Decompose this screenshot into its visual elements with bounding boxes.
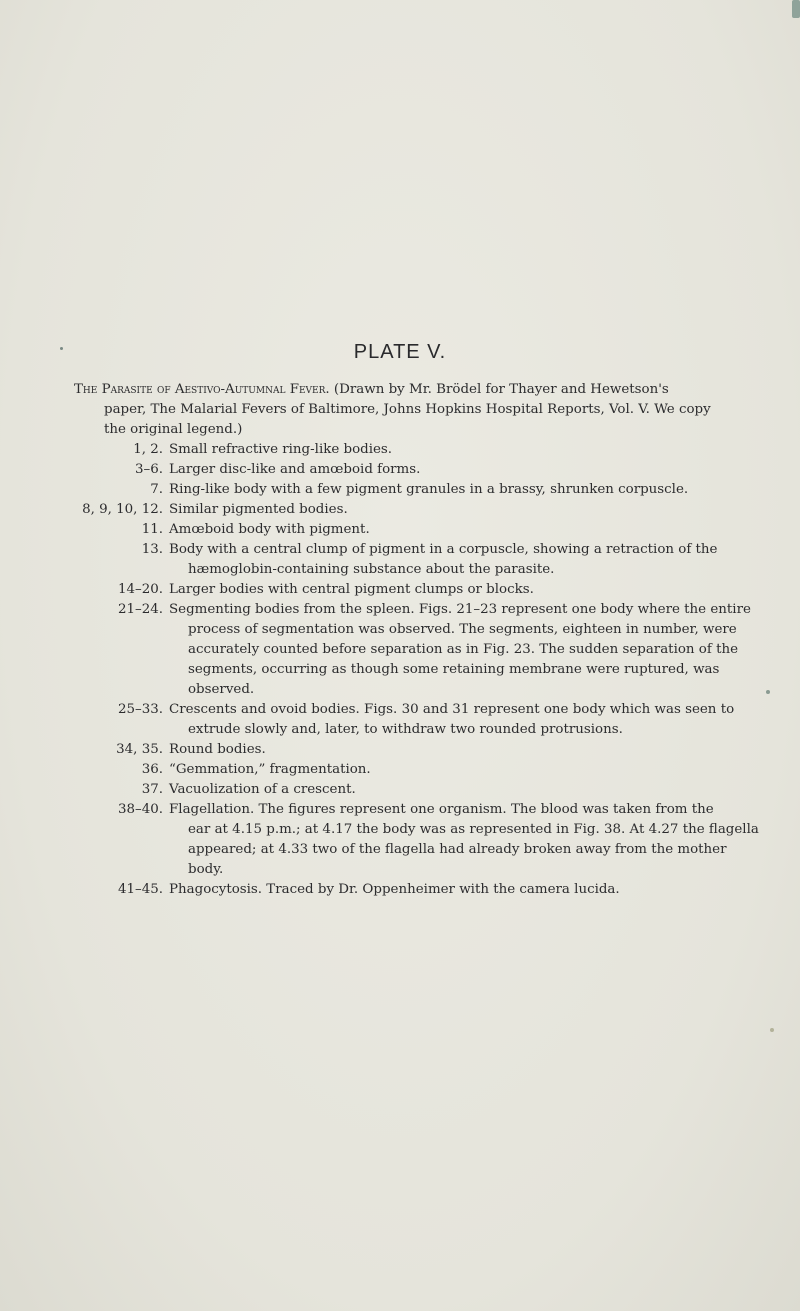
description-line: Round bodies. — [169, 742, 266, 757]
description-line: process of segmentation was observed. The segments, eighteen in number, were — [188, 622, 737, 637]
description-line: Segmenting bodies from the spleen. Figs. 21–23 represent one body where the entire — [169, 602, 751, 617]
description-line: extrude slowly and, later, to withdraw two rounded protrusions. — [188, 722, 623, 737]
description-line: Amœboid body with pigment. — [169, 522, 370, 537]
figure-description — [169, 480, 754, 500]
legend-entry — [74, 440, 754, 460]
figure-description — [169, 540, 754, 580]
intro-line-1 — [74, 380, 714, 400]
print-speck — [792, 0, 800, 18]
description-line: body. — [188, 862, 224, 877]
description-line: observed. — [188, 682, 255, 697]
legend-entry — [74, 500, 754, 520]
description-line: Larger disc-like and amœboid forms. — [169, 462, 421, 477]
description-line: ear at 4.15 p.m.; at 4.17 the body was as represented in Fig. 38. At 4.27 the flagella — [188, 822, 759, 837]
figure-number: 34, 35. — [116, 742, 163, 757]
plate-title: PLATE V. — [353, 341, 447, 363]
legend-entry — [74, 520, 754, 540]
description-line: Larger bodies with central pigment clumps or blocks. — [169, 582, 534, 597]
legend-entry — [74, 800, 759, 880]
figure-description — [169, 460, 754, 480]
figure-description — [169, 780, 754, 800]
figure-description — [169, 700, 754, 740]
description-line: Small refractive ring-like bodies. — [169, 442, 393, 457]
legend-entry — [74, 760, 754, 780]
figure-description — [169, 500, 754, 520]
figure-description — [169, 580, 754, 600]
intro-line-2: paper, The Malarial Fevers of Baltimore, Johns Hopkins Hospital Reports, Vol. V. We copy — [104, 402, 711, 417]
description-line: Vacuolization of a crescent. — [169, 782, 356, 797]
figure-description — [169, 600, 754, 700]
intro-line-1-rest: (Drawn by Mr. Brödel for Thayer and Hewetson's — [329, 382, 669, 397]
print-speck — [766, 690, 770, 694]
description-line: Similar pigmented bodies. — [169, 502, 348, 517]
figure-number: 37. — [141, 782, 163, 797]
figure-number: 25–33. — [117, 702, 163, 717]
figure-description — [169, 520, 754, 540]
legend-entry — [74, 740, 754, 760]
print-speck — [770, 1028, 774, 1032]
figure-description — [169, 800, 759, 880]
legend-entry — [74, 600, 754, 700]
legend-entry — [74, 580, 754, 600]
intro-heading: The Parasite of Aestivo-Autumnal Fever. — [74, 382, 330, 397]
description-line: segments, occurring as though some retaining membrane were ruptured, was — [188, 662, 720, 677]
figure-number: 1, 2. — [133, 442, 163, 457]
figure-number: 14–20. — [117, 582, 163, 597]
legend-entry — [74, 540, 754, 580]
figure-number: 11. — [141, 522, 163, 537]
figure-number: 41–45. — [117, 882, 163, 897]
description-line: hæmoglobin-containing substance about the parasite. — [188, 562, 555, 577]
description-line: Body with a central clump of pigment in a corpuscle, showing a retraction of the — [169, 542, 718, 557]
figure-legend — [74, 440, 759, 900]
figure-description — [169, 760, 754, 780]
figure-number: 21–24. — [117, 602, 163, 617]
figure-number: 3–6. — [135, 462, 163, 477]
description-line: Flagellation. The figures represent one organism. The blood was taken from the — [169, 802, 714, 817]
legend-entry — [74, 480, 754, 500]
intro-paragraph — [74, 380, 714, 440]
intro-line-3: the original legend.) — [104, 422, 243, 437]
description-line: Ring-like body with a few pigment granules in a brassy, shrunken corpuscle. — [169, 482, 689, 497]
figure-number: 8, 9, 10, 12. — [82, 502, 163, 517]
figure-number: 7. — [150, 482, 163, 497]
figure-description — [169, 880, 754, 900]
description-line: appeared; at 4.33 two of the flagella had already broken away from the mother — [188, 842, 727, 857]
description-line: “Gemmation,” fragmentation. — [169, 762, 371, 777]
figure-number: 38–40. — [117, 802, 163, 817]
legend-entry — [74, 780, 754, 800]
legend-entry — [74, 700, 754, 740]
description-line: Phagocytosis. Traced by Dr. Oppenheimer with the camera lucida. — [169, 882, 620, 897]
description-line: Crescents and ovoid bodies. Figs. 30 and 31 represent one body which was seen to — [169, 702, 735, 717]
legend-entry — [74, 460, 754, 480]
legend-entry — [74, 880, 754, 900]
figure-number: 13. — [141, 542, 163, 557]
figure-description — [169, 440, 754, 460]
figure-description — [169, 740, 754, 760]
description-line: accurately counted before separation as in Fig. 23. The sudden separation of the — [188, 642, 738, 657]
figure-number: 36. — [141, 762, 163, 777]
